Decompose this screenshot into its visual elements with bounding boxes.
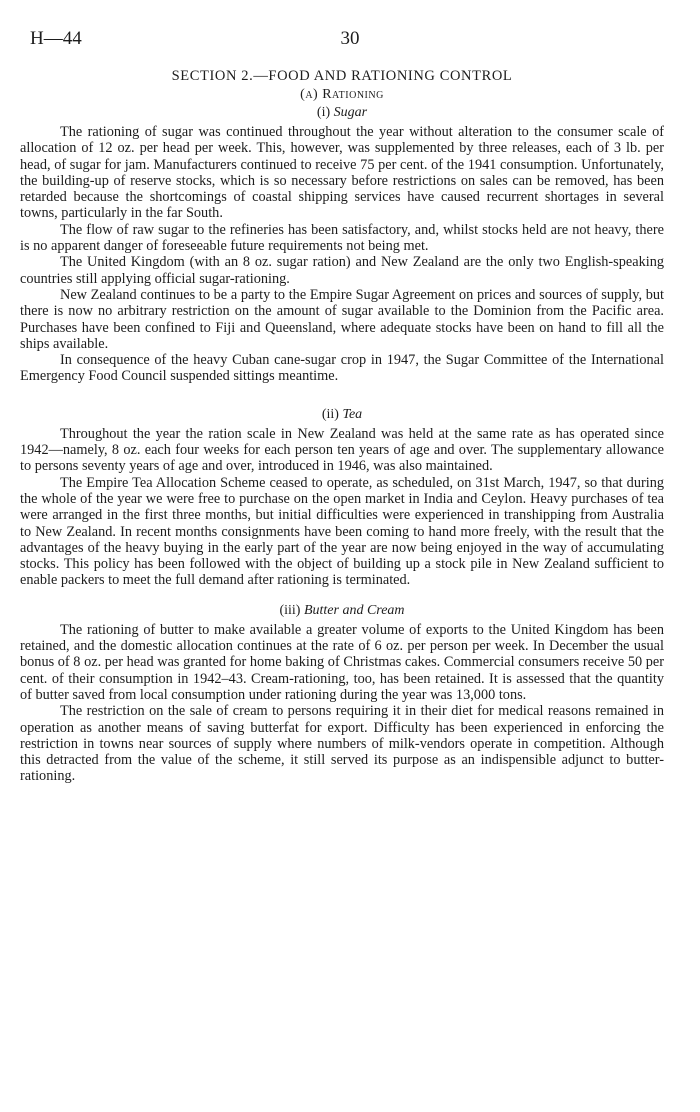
topic-heading — [20, 407, 664, 423]
section-spacer — [20, 385, 664, 407]
subsection-title — [20, 87, 664, 103]
subsection-label: (a) — [300, 87, 319, 102]
topic-sugar — [20, 105, 664, 385]
paragraph: The United Kingdom (with an 8 oz. sugar ration) and New Zealand are the only two English-speaking countries still applying official sugar-rationing. — [20, 254, 664, 287]
paragraph: The rationing of sugar was continued throughout the year without alteration to the consumer scale of allocation of 12 oz. per head per week. This, however, was supplemented by three releases, each of 3 lb. per head, of sugar for jam. Manufacturers continued to receive 75 per cent. of the 1941 consumption. Unfortunately, the building-up of reserve stocks, which is so necessary before restrictions on sales can be removed, has been retarded because the shortcomings of coastal shipping services have caused recurrent shortages in several towns, particularly in the far South. — [20, 124, 664, 222]
topic-name: Butter and Cream — [303, 602, 405, 618]
topic-name: Sugar — [333, 105, 368, 120]
topic-tea — [20, 407, 664, 589]
section-title: SECTION 2.—FOOD AND RATIONING CONTROL — [171, 68, 513, 84]
paragraph: New Zealand continues to be a party to the Empire Sugar Agreement on prices and sources of supply, but there is now no arbitrary restriction on the amount of sugar available to the Dominion from the Pacific area. Purchases have been confined to Fiji and Queensland, where adequate stocks have been on hand to fill all the ships available. — [20, 286, 664, 352]
paragraph: The restriction on the sale of cream to persons requiring it in their diet for medical reasons remained in operation as another means of saving butterfat for export. Difficulty has been experienced in enforcing the restriction in towns near sources of supply where numbers of milk-vendors operate in competition. Although this detracted from the value of the scheme, it still served its purpose as an indispensible adjunct to butter-rationing. — [20, 703, 664, 785]
document-code: H—44 — [30, 28, 82, 49]
page-body — [20, 68, 664, 785]
topic-numeral: (ii) — [321, 406, 339, 422]
paragraph: The rationing of butter to make available a greater volume of exports to the United Kingdom has been retained, and the domestic allocation continues at the rate of 6 oz. per person per week. In December the usual bonus of 8 oz. per head was granted for home baking of Christmas cakes. Commercial consumers receive 50 per cent. of their consumption in 1942–43. Cream-rationing, too, has been retained. It is assessed that the quantity of butter saved from local consumption under rationing during the year was 13,000 tons. — [20, 621, 664, 703]
topic-butter-and-cream — [20, 603, 664, 785]
paragraph: In consequence of the heavy Cuban cane-sugar crop in 1947, the Sugar Committee of the International Emergency Food Council suspended sittings meantime. — [20, 352, 664, 385]
paragraph: The Empire Tea Allocation Scheme ceased to operate, as scheduled, on 31st March, 1947, so that during the whole of the year we were free to purchase on the open market in India and Ceylon. Heavy purchases of tea were arranged in the first three months, but initial difficulties were experienced in transhipping from Australia to New Zealand. In recent months consignments have been coming to hand more freely, with the result that the advantages of the heavy buying in the early part of the year are now being enjoyed in the way of accumulating stocks. This policy has been followed with the object of building up a stock pile in New Zealand sufficient to enable packers to meet the full demand after rationing is terminated. — [20, 474, 664, 589]
topic-name: Tea — [342, 406, 363, 422]
topic-numeral: (i) — [316, 105, 331, 120]
topic-heading — [20, 105, 664, 121]
paragraph: Throughout the year the ration scale in New Zealand was held at the same rate as has operated since 1942—namely, 8 oz. each four weeks for each person ten years of age and over. The supplementary allowance to persons seventy years of age and over, introduced in 1946, was also maintained. — [20, 425, 664, 475]
topic-heading — [20, 603, 664, 619]
running-header — [30, 28, 670, 52]
topic-numeral: (iii) — [279, 602, 301, 618]
section-spacer — [20, 589, 664, 603]
subsection-name: Rationing — [322, 87, 384, 102]
page-number: 30 — [340, 28, 360, 49]
paragraph: The flow of raw sugar to the refineries has been satisfactory, and, whilst stocks held are not heavy, there is no apparent danger of foreseeable future requirements not being met. — [20, 221, 664, 255]
